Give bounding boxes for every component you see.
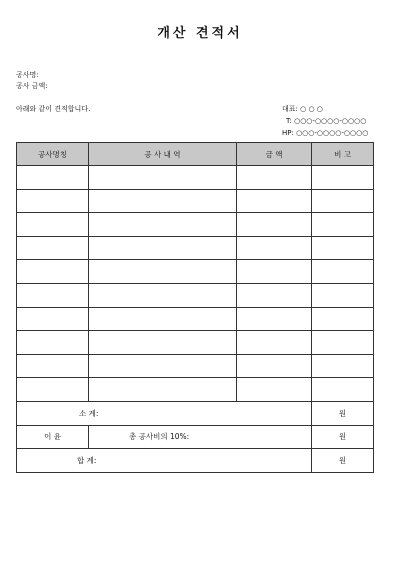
header-project-item: 공사명칭: [17, 143, 89, 166]
profit-label: 이 윤: [17, 425, 89, 449]
table-row: [17, 378, 374, 402]
header-work-details: 공 사 내 역: [89, 143, 237, 166]
cell-remarks: [312, 213, 374, 237]
table-row: [17, 283, 374, 307]
table-row: [17, 307, 374, 331]
cell-work-details: [89, 378, 237, 402]
table-row: [17, 189, 374, 213]
cell-amount: [237, 260, 312, 284]
project-amount-label: 공사 금액:: [16, 82, 48, 90]
cell-remarks: [312, 307, 374, 331]
cell-work-details: [89, 189, 237, 213]
cell-amount: [237, 378, 312, 402]
cell-remarks: [312, 283, 374, 307]
cell-remarks: [312, 378, 374, 402]
table-row: [17, 213, 374, 237]
subtotal-row: [17, 401, 374, 425]
contact-telephone: T: ○○○-○○○○-○○○○: [286, 117, 367, 125]
cell-work-details: [89, 213, 237, 237]
cell-work-details: [89, 283, 237, 307]
cell-amount: [237, 189, 312, 213]
cell-remarks: [312, 260, 374, 284]
total-unit: 원: [312, 449, 374, 473]
cell-amount: [237, 307, 312, 331]
cell-work-details: [89, 354, 237, 378]
cell-amount: [237, 213, 312, 237]
cell-remarks: [312, 166, 374, 190]
cell-amount: [237, 283, 312, 307]
cell-project-item: [17, 283, 89, 307]
subtotal-label: 소 계:: [17, 401, 312, 425]
cell-remarks: [312, 354, 374, 378]
profit-row: [17, 425, 374, 449]
cell-work-details: [89, 166, 237, 190]
cell-work-details: [89, 307, 237, 331]
cell-work-details: [89, 260, 237, 284]
estimate-table: [16, 142, 374, 473]
document-title: 개산 견적서: [157, 26, 243, 41]
table-row: [17, 354, 374, 378]
header-remarks: 비 고: [312, 143, 374, 166]
total-label: 합 계:: [17, 449, 312, 473]
cell-project-item: [17, 166, 89, 190]
subtotal-unit: 원: [312, 401, 374, 425]
cell-amount: [237, 166, 312, 190]
cell-project-item: [17, 189, 89, 213]
cell-amount: [237, 331, 312, 355]
contact-mobile: HP: ○○○-○○○○-○○○○: [282, 129, 369, 137]
cell-amount: [237, 354, 312, 378]
intro-text: 아래와 같이 견적합니다.: [16, 105, 91, 113]
cell-amount: [237, 236, 312, 260]
cell-project-item: [17, 236, 89, 260]
table-row: [17, 331, 374, 355]
profit-rate-text: 총 공사비의 10%:: [89, 425, 312, 449]
cell-work-details: [89, 331, 237, 355]
cell-project-item: [17, 331, 89, 355]
table-header-row: [17, 143, 374, 166]
cell-project-item: [17, 307, 89, 331]
table-row: [17, 166, 374, 190]
total-row: [17, 449, 374, 473]
cell-work-details: [89, 236, 237, 260]
cell-project-item: [17, 213, 89, 237]
cell-remarks: [312, 331, 374, 355]
table-row: [17, 260, 374, 284]
cell-remarks: [312, 189, 374, 213]
contact-representative: 대표: ○ ○ ○: [282, 105, 323, 113]
project-name-label: 공사명:: [16, 71, 39, 79]
cell-project-item: [17, 260, 89, 284]
header-amount: 금 액: [237, 143, 312, 166]
cell-project-item: [17, 378, 89, 402]
profit-unit: 원: [312, 425, 374, 449]
table-row: [17, 236, 374, 260]
cell-remarks: [312, 236, 374, 260]
cell-project-item: [17, 354, 89, 378]
